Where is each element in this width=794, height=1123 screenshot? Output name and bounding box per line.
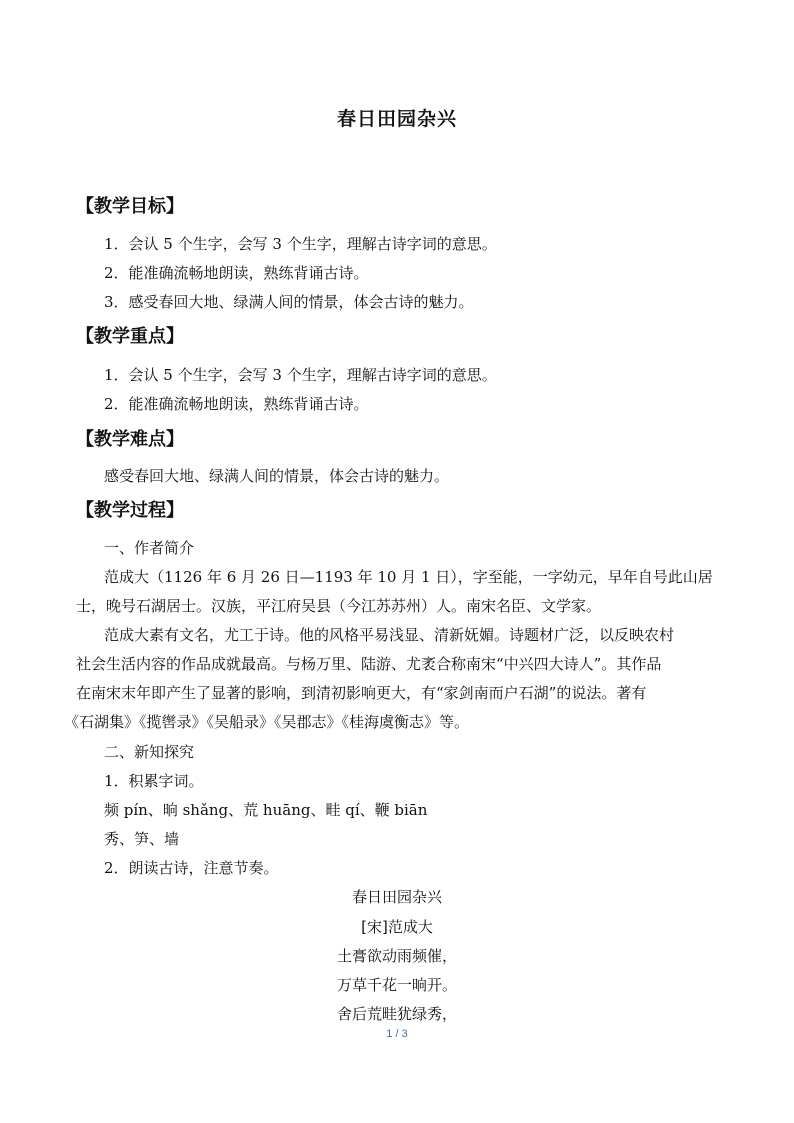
difficulty-heading: 【教学难点】 — [76, 429, 184, 450]
pinyin-line: 频 pín、晌 shǎng、荒 huāng、畦 qí、鞭 biān — [104, 801, 428, 819]
author-para2-line2: 社会生活内容的作品成就最高。与杨万里、陆游、尤袤合称南宋“中兴四大诗人”。其作品 — [76, 655, 662, 673]
page-number: 1 / 3 — [386, 1028, 408, 1040]
page-title: 春日田园杂兴 — [336, 108, 457, 130]
key-points-heading: 【教学重点】 — [76, 326, 184, 347]
process-heading: 【教学过程】 — [76, 500, 184, 521]
poem-line-2: 万草千花一晌开。 — [336, 976, 457, 994]
step-1: 1．积累字词。 — [104, 772, 204, 790]
poem-line-3: 舍后荒畦犹绿秀， — [336, 1005, 457, 1023]
key-point-2: 2．能准确流畅地朗读，熟练背诵古诗。 — [104, 395, 369, 413]
author-para1-line2: 士，晚号石湖居士。汉族，平江府吴县（今江苏苏州）人。南宋名臣、文学家。 — [76, 597, 602, 615]
author-para2-line3: 在南宋末年即产生了显著的影响，到清初影响更大，有“家剑南而户石湖”的说法。著有 — [76, 684, 647, 702]
poem-title: 春日田园杂兴 — [351, 888, 442, 906]
key-point-1: 1．会认 5 个生字，会写 3 个生字，理解古诗字词的意思。 — [104, 366, 497, 384]
difficulty-text: 感受春回大地、绿满人间的情景，体会古诗的魅力。 — [104, 467, 450, 485]
goal-item-2: 2．能准确流畅地朗读，熟练背诵古诗。 — [104, 264, 369, 282]
author-para1-line1: 范成大（1126 年 6 月 26 日—1193 年 10 月 1 日），字至能，一字幼元，早年自号此山居 — [104, 568, 713, 586]
author-heading: 一、作者简介 — [104, 539, 195, 557]
explore-heading: 二、新知探究 — [104, 743, 195, 761]
author-para2-line4: 《石湖集》《揽辔录》《吴船录》《吴郡志》《桂海虞衡志》等。 — [64, 713, 470, 731]
goals-heading: 【教学目标】 — [76, 196, 184, 217]
goal-item-1: 1．会认 5 个生字，会写 3 个生字，理解古诗字词的意思。 — [104, 235, 497, 253]
poem-author: [宋]范成大 — [361, 918, 433, 936]
author-para2-line1: 范成大素有文名，尤工于诗。他的风格平易浅显、清新妩媚。诗题材广泛，以反映农村 — [104, 626, 675, 644]
write-chars: 秀、笋、墙 — [104, 830, 180, 848]
step-2: 2．朗读古诗，注意节奏。 — [104, 859, 279, 877]
poem-line-1: 土膏欲动雨频催， — [336, 947, 457, 965]
goal-item-3: 3．感受春回大地、绿满人间的情景，体会古诗的魅力。 — [104, 293, 474, 311]
